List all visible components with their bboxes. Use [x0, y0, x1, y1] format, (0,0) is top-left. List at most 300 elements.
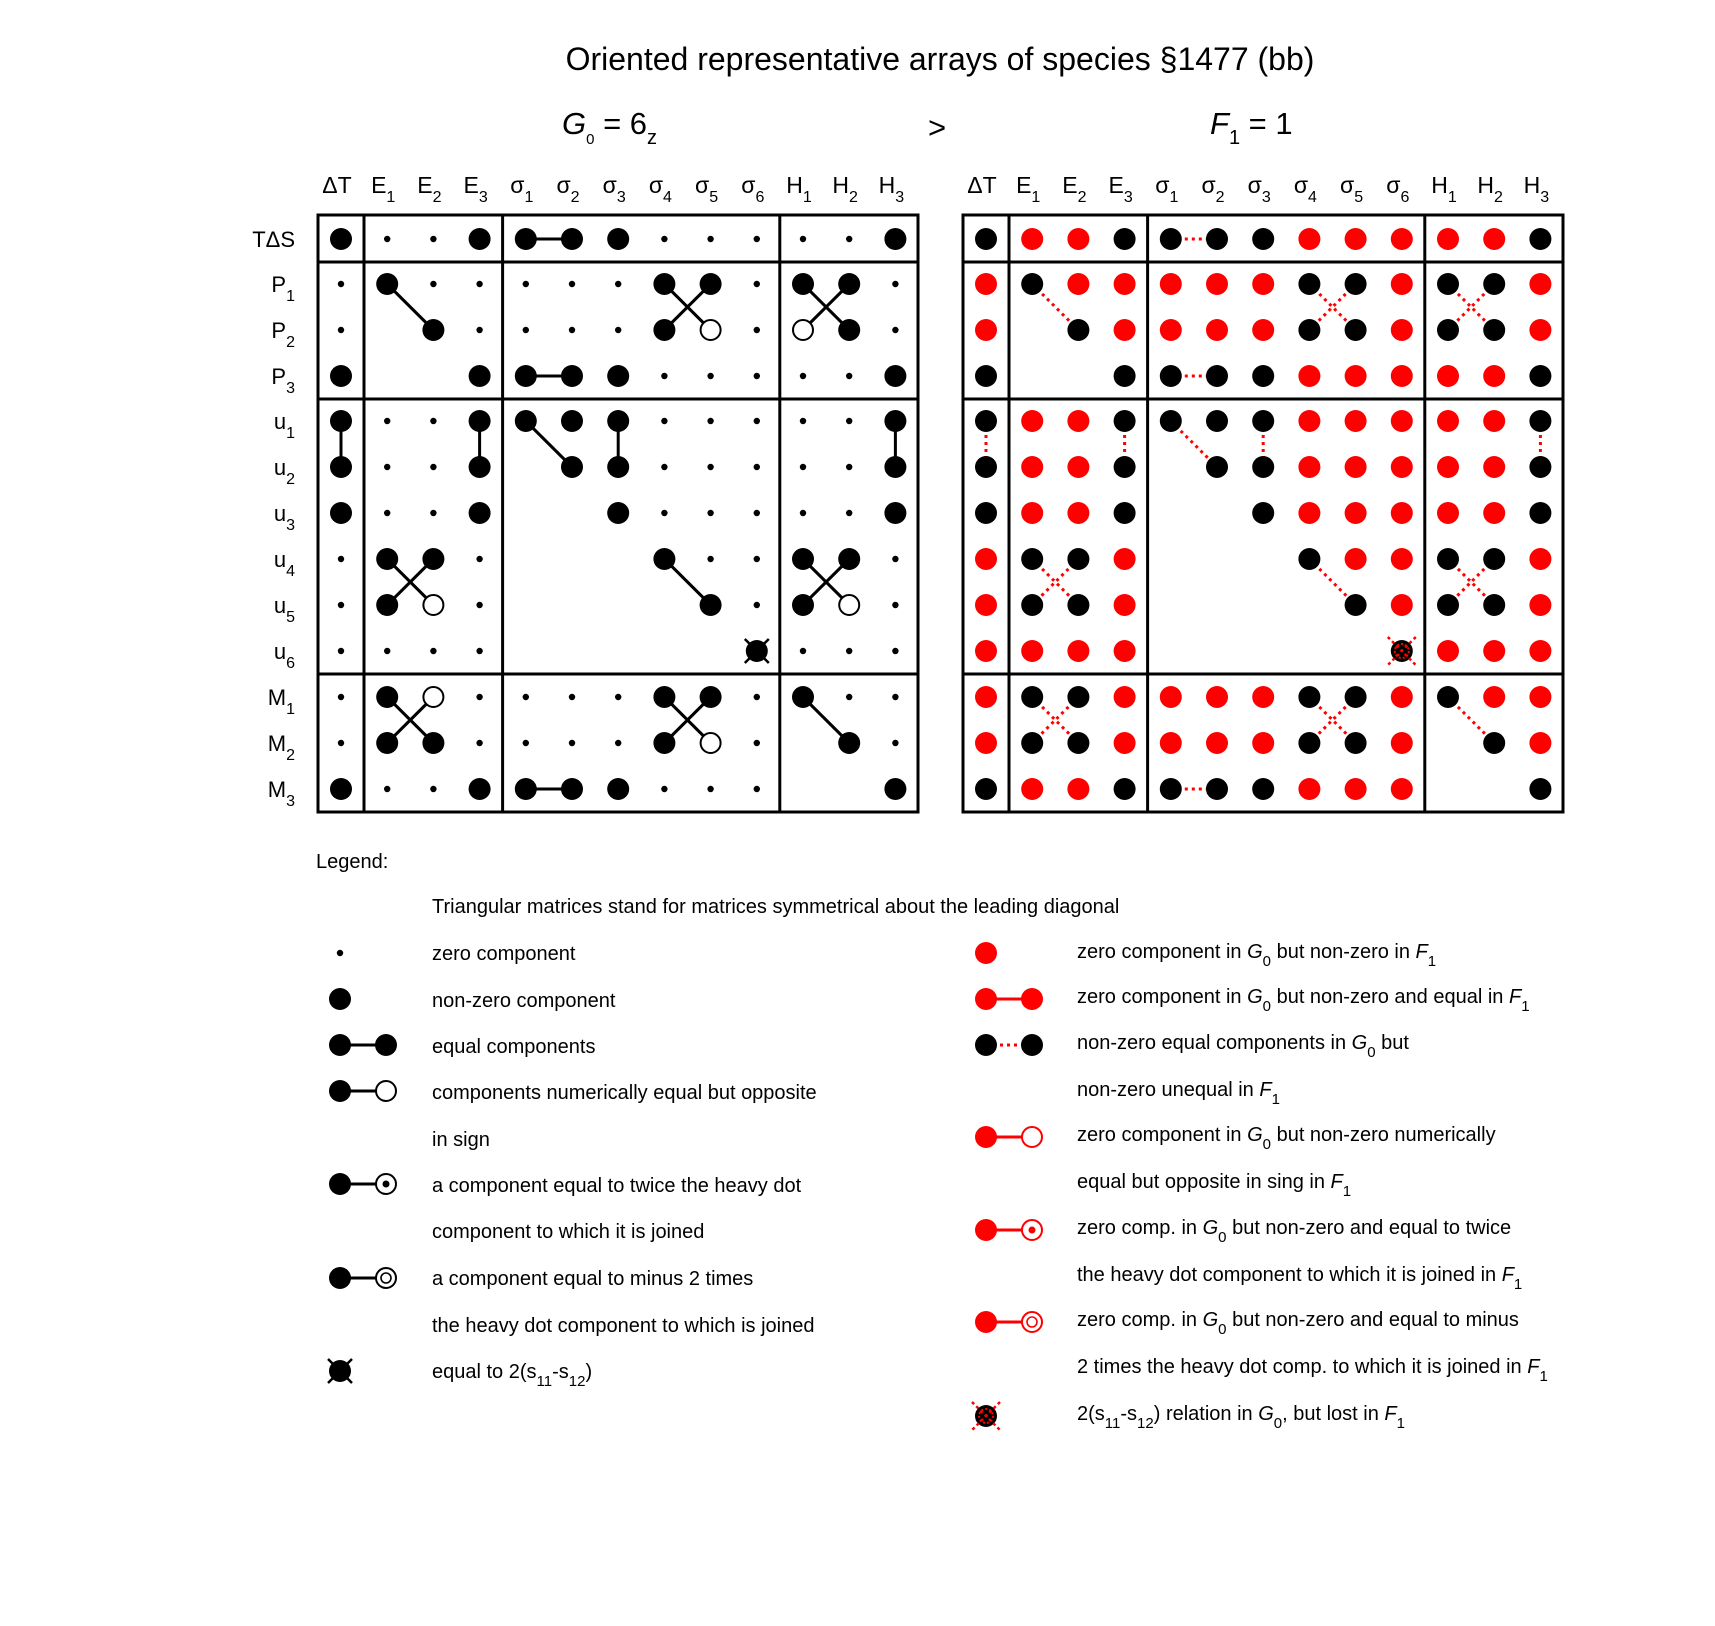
legend-text: zero comp. in $G_0$ but non-zero and equal to twice	[1077, 1217, 1512, 1246]
nonzero-dot	[1252, 365, 1274, 387]
nonzero-dot	[1021, 548, 1043, 570]
red-dot	[1483, 640, 1505, 662]
nonzero-dot	[792, 594, 814, 616]
nonzero-dot	[330, 365, 352, 387]
zero-dot	[846, 464, 852, 470]
nonzero-dot	[884, 502, 906, 524]
left-header: $G_0 = 6_z$	[562, 106, 658, 149]
nonzero-dot	[1298, 548, 1320, 570]
nonzero-dot	[376, 273, 398, 295]
red-dot	[1529, 686, 1551, 708]
red-dot	[1529, 273, 1551, 295]
zero-dot	[430, 648, 436, 654]
red-dot	[1067, 778, 1089, 800]
opposite-dot	[839, 595, 859, 615]
zero-dot	[754, 786, 760, 792]
legend-dot	[329, 1034, 351, 1056]
comparator: >	[927, 110, 947, 145]
zero-dot	[754, 418, 760, 424]
red-dot	[1206, 273, 1228, 295]
red-dot	[975, 640, 997, 662]
zero-dot	[476, 648, 482, 654]
red-dot	[1391, 778, 1413, 800]
zero-dot	[661, 418, 667, 424]
zero-dot	[430, 786, 436, 792]
nonzero-dot	[792, 548, 814, 570]
nonzero-dot	[330, 410, 352, 432]
nonzero-dot	[469, 228, 491, 250]
red-dot	[1437, 640, 1459, 662]
red-dot	[1298, 456, 1320, 478]
zero-dot	[384, 510, 390, 516]
nonzero-dot	[1483, 548, 1505, 570]
red-dot	[975, 594, 997, 616]
nonzero-dot	[1160, 228, 1182, 250]
zero-dot	[892, 648, 898, 654]
nonzero-dot	[1298, 319, 1320, 341]
nonzero-dot	[792, 273, 814, 295]
nonzero-dot	[1160, 778, 1182, 800]
red-dot	[1067, 410, 1089, 432]
nonzero-dot	[975, 502, 997, 524]
nonzero-dot	[1114, 228, 1136, 250]
zero-dot	[615, 694, 621, 700]
zero-dot	[707, 236, 713, 242]
nonzero-dot	[1021, 686, 1043, 708]
red-dot	[1067, 502, 1089, 524]
red-dot	[975, 319, 997, 341]
red-dot	[1160, 319, 1182, 341]
column-header: $\sigma_6$	[1386, 172, 1410, 206]
zero-dot	[338, 602, 344, 608]
zero-dot	[707, 786, 713, 792]
nonzero-dot	[653, 686, 675, 708]
row-label: $P_1$	[271, 272, 295, 305]
legend-note: Triangular matrices stand for matrices symmetrical about the leading diagonal	[432, 896, 1120, 918]
legend-red-dot	[1021, 988, 1043, 1010]
legend-red-dot	[975, 1219, 997, 1241]
red-dot	[1067, 456, 1089, 478]
red-dot	[1483, 228, 1505, 250]
row-label: TΔS	[252, 227, 295, 252]
nonzero-dot	[422, 548, 444, 570]
nonzero-dot	[653, 732, 675, 754]
nonzero-dot	[1114, 456, 1136, 478]
nonzero-dot	[700, 273, 722, 295]
nonzero-dot	[1206, 456, 1228, 478]
column-header: $H_3$	[1523, 172, 1550, 206]
red-dot	[1252, 732, 1274, 754]
nonzero-dot	[1252, 502, 1274, 524]
red-dot	[1206, 732, 1228, 754]
nonzero-dot	[1021, 273, 1043, 295]
row-label: $M_2$	[267, 731, 295, 764]
zero-dot	[754, 740, 760, 746]
column-header: $H_1$	[786, 172, 812, 206]
zero-dot	[615, 281, 621, 287]
legend-text: equal components	[432, 1036, 596, 1058]
column-header: $E_3$	[463, 172, 488, 206]
red-dot	[1391, 686, 1413, 708]
zero-dot	[754, 236, 760, 242]
nonzero-dot	[607, 410, 629, 432]
nonzero-dot	[1114, 365, 1136, 387]
zero-dot	[754, 694, 760, 700]
zero-dot	[661, 510, 667, 516]
nonzero-dot	[561, 228, 583, 250]
red-dot	[1206, 319, 1228, 341]
zero-dot	[569, 740, 575, 746]
nonzero-dot	[838, 319, 860, 341]
zero-dot	[430, 510, 436, 516]
red-dot	[1391, 456, 1413, 478]
nonzero-dot	[1067, 594, 1089, 616]
red-dot	[1391, 273, 1413, 295]
nonzero-dot	[376, 732, 398, 754]
nonzero-dot	[975, 410, 997, 432]
red-dot	[1160, 273, 1182, 295]
red-dot	[1021, 778, 1043, 800]
nonzero-dot	[376, 686, 398, 708]
nonzero-dot	[515, 228, 537, 250]
nonzero-dot	[1483, 273, 1505, 295]
legend-dot	[375, 1034, 397, 1056]
nonzero-dot	[1345, 594, 1367, 616]
zero-dot	[892, 602, 898, 608]
nonzero-dot	[607, 456, 629, 478]
legend-dot	[329, 1267, 351, 1289]
nonzero-dot	[975, 365, 997, 387]
red-dot	[1529, 319, 1551, 341]
nonzero-dot	[561, 456, 583, 478]
opposite-dot	[793, 320, 813, 340]
nonzero-dot	[1114, 778, 1136, 800]
nonzero-dot	[330, 502, 352, 524]
red-dot	[1437, 502, 1459, 524]
zero-dot	[476, 694, 482, 700]
legend-text: component to which it is joined	[432, 1221, 705, 1243]
legend-zero-dot	[337, 950, 343, 956]
nonzero-dot	[515, 410, 537, 432]
red-dot	[975, 686, 997, 708]
red-dot	[1437, 365, 1459, 387]
legend-text: zero comp. in $G_0$ but non-zero and equal to minus	[1077, 1309, 1519, 1338]
row-label: $u_1$	[273, 409, 295, 442]
nonzero-dot	[1067, 548, 1089, 570]
red-dot	[1345, 365, 1367, 387]
legend-text: in sign	[432, 1129, 490, 1151]
zero-dot	[892, 281, 898, 287]
zero-dot	[569, 327, 575, 333]
red-dot	[1067, 640, 1089, 662]
nonzero-dot	[1206, 778, 1228, 800]
nonzero-dot	[330, 456, 352, 478]
nonzero-dot	[1529, 778, 1551, 800]
column-header: $\sigma_3$	[602, 172, 626, 206]
zero-dot	[523, 327, 529, 333]
red-dot	[1391, 502, 1413, 524]
nonzero-dot	[561, 778, 583, 800]
column-header: $\sigma_4$	[1293, 172, 1317, 206]
opposite-dot	[423, 595, 443, 615]
nonzero-dot	[330, 228, 352, 250]
zero-dot	[754, 556, 760, 562]
legend-red-dot	[975, 942, 997, 964]
zero-dot	[338, 281, 344, 287]
red-dot	[1021, 228, 1043, 250]
nonzero-dot	[515, 365, 537, 387]
red-dot	[1483, 686, 1505, 708]
red-dot	[1345, 410, 1367, 432]
nonzero-dot	[1345, 732, 1367, 754]
nonzero-dot	[1067, 319, 1089, 341]
zero-dot	[476, 281, 482, 287]
red-dot	[1298, 228, 1320, 250]
red-dot	[1529, 732, 1551, 754]
row-label: $u_2$	[273, 455, 295, 488]
zero-dot	[707, 556, 713, 562]
row-label: $u_3$	[273, 501, 295, 534]
zero-dot	[338, 740, 344, 746]
zero-dot	[430, 464, 436, 470]
column-header: $\sigma_5$	[695, 172, 719, 206]
red-dot	[1483, 502, 1505, 524]
nonzero-dot	[376, 548, 398, 570]
nonzero-dot	[1252, 778, 1274, 800]
column-header: ΔT	[967, 172, 997, 198]
row-label: $M_1$	[267, 685, 295, 718]
nonzero-dot	[1021, 732, 1043, 754]
row-label: $u_6$	[273, 639, 295, 672]
red-dot	[1391, 365, 1413, 387]
red-dot	[1483, 456, 1505, 478]
zero-dot	[384, 648, 390, 654]
zero-dot	[476, 327, 482, 333]
red-dot	[1021, 502, 1043, 524]
legend-red-dot	[975, 1126, 997, 1148]
zero-dot	[569, 694, 575, 700]
zero-dot	[476, 602, 482, 608]
nonzero-dot	[1529, 502, 1551, 524]
column-header: $E_3$	[1108, 172, 1133, 206]
nonzero-dot	[469, 365, 491, 387]
legend-text: zero component in $G_0$ but non-zero numerically	[1077, 1124, 1496, 1153]
legend-text: zero component	[432, 943, 576, 965]
zero-dot	[846, 510, 852, 516]
zero-dot	[846, 373, 852, 379]
red-dot	[1114, 548, 1136, 570]
red-dot	[1391, 319, 1413, 341]
legend-text: non-zero unequal in $F_1$	[1077, 1079, 1280, 1108]
zero-dot	[707, 418, 713, 424]
legend-red-twice-center	[1029, 1227, 1036, 1234]
nonzero-dot	[884, 365, 906, 387]
nonzero-dot	[469, 778, 491, 800]
nonzero-dot	[1114, 410, 1136, 432]
red-dot	[1114, 319, 1136, 341]
legend	[316, 851, 1548, 1432]
legend-open-dot	[376, 1081, 396, 1101]
nonzero-dot	[1437, 273, 1459, 295]
zero-dot	[338, 694, 344, 700]
legend-text: components numerically equal but opposite	[432, 1082, 817, 1104]
zero-dot	[754, 281, 760, 287]
zero-dot	[754, 510, 760, 516]
legend-minus2-dot	[376, 1268, 396, 1288]
red-dot	[1345, 456, 1367, 478]
red-dot	[1206, 686, 1228, 708]
right-matrix	[963, 172, 1563, 812]
zero-dot	[800, 510, 806, 516]
column-header: $E_1$	[1016, 172, 1041, 206]
legend-red-minus2-dot	[1022, 1312, 1042, 1332]
nonzero-dot	[838, 732, 860, 754]
zero-dot	[892, 556, 898, 562]
column-header: $\sigma_2$	[1201, 172, 1225, 206]
legend-dot	[329, 1080, 351, 1102]
nonzero-dot	[1206, 365, 1228, 387]
column-header: $\sigma_1$	[1155, 172, 1179, 206]
red-dot	[1529, 548, 1551, 570]
nonzero-dot	[884, 410, 906, 432]
opposite-dot	[701, 733, 721, 753]
zero-dot	[615, 327, 621, 333]
legend-twice-center	[383, 1181, 390, 1188]
legend-text: non-zero component	[432, 990, 616, 1012]
zero-dot	[661, 464, 667, 470]
right-header: $F_1 = 1$	[1210, 106, 1293, 149]
red-dot	[1114, 686, 1136, 708]
nonzero-dot	[422, 319, 444, 341]
column-header: $\sigma_5$	[1340, 172, 1364, 206]
zero-dot	[615, 740, 621, 746]
red-dot	[1391, 548, 1413, 570]
diagram-title: Oriented representative arrays of species §1477 (bb)	[565, 41, 1315, 77]
nonzero-dot	[1437, 319, 1459, 341]
red-dot	[1021, 456, 1043, 478]
opposite-dot	[701, 320, 721, 340]
zero-dot	[523, 740, 529, 746]
column-header: $\sigma_2$	[556, 172, 580, 206]
red-dot	[975, 273, 997, 295]
legend-text: equal but opposite in sing in $F_1$	[1077, 1171, 1352, 1200]
legend-text: the heavy dot component to which it is joined in $F_1$	[1077, 1264, 1523, 1293]
left-matrix	[252, 172, 918, 812]
nonzero-dot	[1437, 548, 1459, 570]
legend-text: $2(s_{11}-s_{12})$ relation in $G_0$, but lost in $F_1$	[1077, 1403, 1405, 1432]
zero-dot	[754, 373, 760, 379]
nonzero-dot	[561, 410, 583, 432]
nonzero-dot	[1437, 594, 1459, 616]
nonzero-dot	[376, 594, 398, 616]
legend-dot	[1021, 1034, 1043, 1056]
column-header: $H_2$	[832, 172, 858, 206]
legend-text: non-zero equal components in $G_0$ but	[1077, 1032, 1409, 1061]
column-header: $H_2$	[1477, 172, 1503, 206]
column-header: $E_2$	[417, 172, 442, 206]
column-header: $\sigma_6$	[741, 172, 765, 206]
red-dot	[1114, 273, 1136, 295]
nonzero-dot	[838, 548, 860, 570]
nonzero-dot	[1345, 273, 1367, 295]
red-dot	[1298, 365, 1320, 387]
zero-dot	[338, 556, 344, 562]
legend-red-dot	[975, 988, 997, 1010]
nonzero-dot	[607, 778, 629, 800]
column-header: $H_3$	[878, 172, 905, 206]
nonzero-dot	[1483, 319, 1505, 341]
legend-text: a component equal to minus 2 times	[432, 1268, 754, 1290]
red-dot	[1345, 778, 1367, 800]
nonzero-dot	[469, 502, 491, 524]
nonzero-dot	[1067, 732, 1089, 754]
zero-dot	[754, 464, 760, 470]
nonzero-dot	[469, 410, 491, 432]
nonzero-dot	[1160, 410, 1182, 432]
red-dot	[1021, 640, 1043, 662]
nonzero-dot	[561, 365, 583, 387]
red-dot	[1437, 456, 1459, 478]
row-label: $M_3$	[267, 777, 295, 810]
column-header: $\sigma_1$	[510, 172, 534, 206]
nonzero-dot	[330, 778, 352, 800]
nonzero-dot	[1160, 365, 1182, 387]
legend-dot	[329, 1173, 351, 1195]
nonzero-dot	[653, 319, 675, 341]
nonzero-dot	[1298, 273, 1320, 295]
red-dot	[975, 732, 997, 754]
legend-nonzero-dot	[329, 988, 351, 1010]
nonzero-dot	[884, 456, 906, 478]
legend-text: zero component in $G_0$ but non-zero and equal in $F_1$	[1077, 986, 1530, 1015]
column-header: $\sigma_3$	[1247, 172, 1271, 206]
zero-dot	[707, 373, 713, 379]
red-dot	[1437, 410, 1459, 432]
zero-dot	[846, 694, 852, 700]
nonzero-dot	[515, 778, 537, 800]
nonzero-dot	[700, 594, 722, 616]
zero-dot	[661, 236, 667, 242]
zero-dot	[384, 418, 390, 424]
zero-dot	[338, 648, 344, 654]
nonzero-dot	[1529, 365, 1551, 387]
red-dot	[1529, 594, 1551, 616]
column-header: ΔT	[322, 172, 352, 198]
nonzero-dot	[1483, 594, 1505, 616]
nonzero-dot	[422, 732, 444, 754]
zero-dot	[661, 373, 667, 379]
zero-dot	[569, 281, 575, 287]
zero-dot	[892, 327, 898, 333]
red-dot	[1298, 778, 1320, 800]
nonzero-dot	[1483, 732, 1505, 754]
nonzero-dot	[1298, 686, 1320, 708]
nonzero-dot	[975, 228, 997, 250]
nonzero-dot	[607, 502, 629, 524]
zero-dot	[338, 327, 344, 333]
legend-text: 2 times the heavy dot comp. to which it is joined in $F_1$	[1077, 1356, 1548, 1385]
nonzero-dot	[975, 456, 997, 478]
nonzero-dot	[1529, 410, 1551, 432]
opposite-dot	[423, 687, 443, 707]
zero-dot	[800, 418, 806, 424]
red-dot	[1391, 410, 1413, 432]
zero-dot	[384, 786, 390, 792]
zero-dot	[384, 236, 390, 242]
zero-dot	[384, 464, 390, 470]
red-dot	[1114, 594, 1136, 616]
legend-text: the heavy dot component to which is joined	[432, 1315, 815, 1337]
